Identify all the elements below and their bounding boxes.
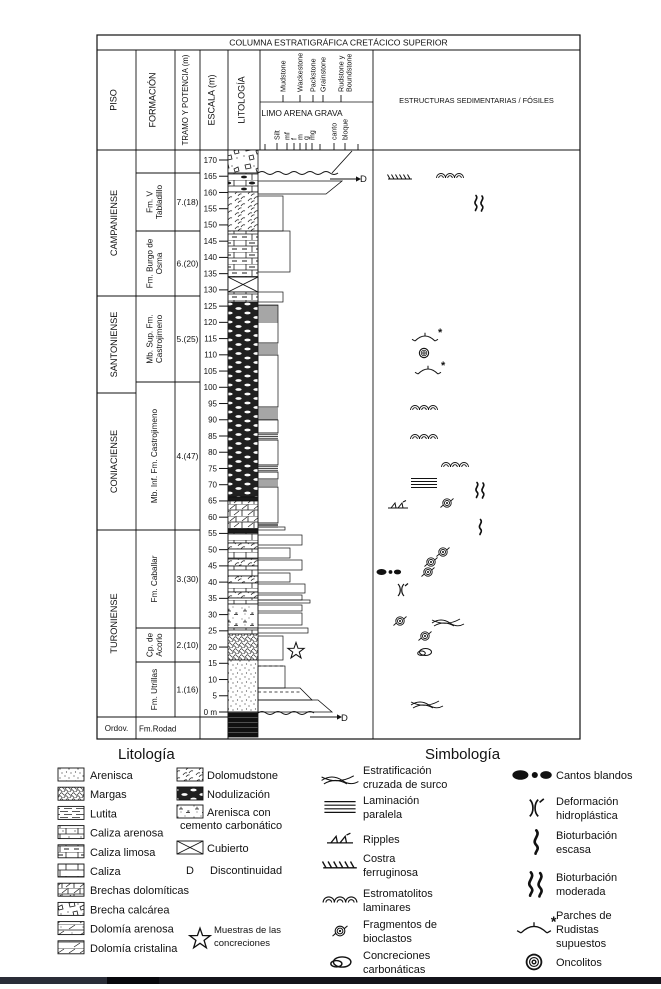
scale-label: 170 [203,155,217,165]
erosive-surface-top [258,172,338,175]
formation-label-group [145,632,164,657]
scale-label: 90 [208,415,217,425]
legend-label: ferruginosa [363,867,419,879]
leader-line [332,151,352,173]
bioturbacion-moderada-icon [476,483,484,499]
bioclastos-icon [394,617,407,626]
scale-label: 130 [203,285,217,295]
legend-label: Arenisca con [207,807,271,819]
scale-label: 160 [203,188,217,198]
legend-label: Rudistas [556,924,599,936]
legend-label: Arenisca [90,770,133,782]
ripples-icon [388,501,408,509]
stage-label: SANTONIENSE [109,311,119,378]
estromatolitos-icon [411,435,438,440]
bioclastos-icon [425,558,438,567]
profile-box [258,355,278,407]
legend-label: concreciones [214,938,270,949]
lith-unit-dolomudstone [228,192,258,231]
grain-scale-label: Silt [274,130,282,140]
scale-label: 155 [203,204,217,214]
tramo-label: 4.(47) [176,451,199,461]
carbonate-scale-label: Rudstone y [336,55,346,92]
lith-unit-dolomudstone [228,576,258,583]
lith-unit-nodulizacion [228,302,258,497]
legend-label: Concreciones [363,950,431,962]
oncolitos-icon [419,348,429,358]
legend-label: paralela [363,809,403,821]
formation-label: Mb. Inf. Fm. Castrojimeno [150,408,159,504]
lith-unit-brechas-dolomiticas [228,501,258,529]
legend-label: supuestos [556,938,607,950]
profile-box [258,535,302,545]
legend-label: Oncolitos [556,957,602,969]
x-strat-icon [411,701,443,708]
formation-label-group [150,555,159,602]
stage-label: TURONIENSE [109,593,119,654]
profile-box [258,613,302,625]
lith-unit-dark-band [228,529,258,533]
legend-rudistas-icon [517,914,557,933]
legend-label: Caliza limosa [90,846,156,859]
laminacion-icon [411,479,437,488]
legend-bioclastos-icon [333,926,348,936]
figure-title: COLUMNA ESTRATIGRÁFICA CRETÁCICO SUPERIOR [229,37,448,48]
stage-label: CONIACIENSE [109,429,119,494]
legend-label: Discontinuidad [210,865,283,877]
legend-label: Bioturbación [556,872,618,884]
scale-label: 95 [208,399,217,409]
legend-title-simbologia: Simbología [425,746,501,763]
legend-label: cruzada de surco [363,779,448,791]
profile-box [258,292,283,302]
discontinuity-label: D [360,174,367,185]
legend-label: Estratificación [363,765,432,777]
rudistas-icon [415,360,446,374]
legend-swatch-caliza-limosa [58,845,84,858]
grain-group-title: LIMO ARENA GRAVA [261,108,343,118]
legend-title-litologia: Litología [118,746,175,763]
scale-label: 15 [208,659,217,669]
bottom-bar-segment [159,977,661,984]
formation-label: Fm. V [145,191,155,213]
legend-ripples-icon [327,833,353,843]
scale-label: 30 [208,610,217,620]
estromatolitos-icon [437,174,464,179]
lith-unit-caliza-nodulos [228,173,258,192]
scale-label: 165 [203,172,217,182]
legend-label: Laminación [363,795,420,807]
concretion-sample-star-icon [288,642,304,657]
lith-unit-arenisca [228,660,258,712]
lith-unit-dark-band [228,497,258,501]
legend-swatch-dolomudstone [177,768,203,781]
legend-label: Cantos blandos [556,770,633,782]
tramo-label: 5.(25) [176,334,199,344]
profile-box [258,231,290,272]
lith-unit-caliza-limosa [228,292,258,302]
formation-label-group [150,408,159,503]
profile-taper [258,688,312,700]
legend-label: Dolomudstone [207,770,278,782]
x-strat-icon [432,619,464,626]
rudistas-icon [412,327,443,341]
col-header-piso: PISO [108,89,119,111]
legend-label: Brechas dolomíticas [90,885,190,898]
scale-label: 25 [208,626,217,636]
lith-unit-ordovicico [228,712,258,737]
scale-label: 125 [203,301,217,311]
tramo-label: 3.(30) [176,574,199,584]
legend-label: Deformación [556,796,619,808]
legend-label: Lutita [90,808,117,821]
legend-label: Brecha calcárea [90,904,170,917]
cantos-icon [377,569,402,575]
legend-label: Ripples [363,834,400,846]
legend-swatch-arenisca-cemento [177,805,203,818]
table-frame [97,35,580,739]
formation-label-group [145,314,164,363]
scale-label: 135 [203,269,217,279]
scale-label: 50 [208,545,217,555]
profile-box [258,487,278,523]
legend-oncolitos-icon [526,954,543,971]
legend-swatch-caliza-arenosa [58,826,84,839]
profile-taper [258,700,332,712]
profile-box [258,666,285,688]
legend-deformacion-icon [530,799,544,817]
lith-unit-dolomudstone [228,543,258,549]
formation-label: Fm. Utrillas [150,668,159,711]
lith-unit-margas [228,634,258,660]
legend-label: Caliza [90,866,121,878]
profile-wedge [258,181,342,194]
formation-label: Castrojimeno [154,314,164,364]
scale-label: 75 [208,464,217,474]
tramo-label: 6.(20) [176,258,199,269]
legend-label: laminares [363,902,411,914]
lith-unit-dolomudstone [228,592,258,598]
col-header-tramo: TRAMO Y POTENCIA (m) [181,54,190,146]
legend-label: carbonáticas [363,964,426,976]
legend-swatch-arenisca [58,768,84,781]
grain-scale-label: f [291,138,299,140]
legend-label: escasa [556,844,591,856]
formation-label: Fm. Burgo de [145,238,155,289]
estromatolitos-icon [442,463,469,468]
scale-label: 140 [203,253,217,263]
legend-label: Estromatolitos [363,888,433,900]
scale-label: 115 [204,334,217,344]
tramo-label: 1.(16) [176,684,199,695]
scale-label: 5 [212,691,217,701]
stage-label: Ordov. [104,724,129,733]
formation-label: Acorlo [154,633,164,657]
scale-label: 80 [208,448,217,458]
scale-label: 40 [208,577,217,587]
profile-box [258,628,308,633]
legend-label: Costra [363,853,396,865]
legend-estromatolitos-icon [323,897,357,903]
legend-label: Muestras de las [214,925,282,936]
legend-costra-icon [323,862,357,868]
profile-box [258,605,302,611]
profile-box [258,548,290,558]
scale-label: 145 [203,236,217,246]
legend-label: Parches de [556,910,612,922]
profile-box [258,527,285,530]
lith-unit-brecha-calcarea [228,150,258,173]
lith-unit-caliza [228,598,258,604]
profile-box [258,196,283,231]
bioclastos-icon [419,632,432,641]
bioturbacion-escasa-icon [479,520,481,535]
profile-box [258,560,302,570]
bioclastos-icon [437,548,450,557]
profile-box [258,600,310,603]
profile-box [258,420,278,433]
col-header-formacion: FORMACIÓN [147,72,158,128]
bottom-bar-segment [0,977,107,984]
legend-laminacion-icon [324,802,355,813]
legend-concreciones-icon [331,957,351,967]
legend-swatch-margas [58,787,84,800]
deformacion-icon [398,584,408,597]
profile-box [258,636,283,660]
formation-label: Tabladillo [154,184,164,220]
legend-label: Fragmentos de [363,919,437,931]
bioclastos-icon [422,568,435,577]
formation-label-group [145,238,164,288]
lith-unit-caliza [228,628,258,634]
col-header-escala: ESCALA (m) [206,74,217,126]
legend-swatch-brecha-calcarea [58,902,84,915]
profile-box [258,595,302,600]
legend-swatch-nodulizacion [177,787,203,800]
discontinuity-label: D [341,713,348,724]
bioclastos-icon [441,499,454,508]
legend-swatch-dolomia-cristalina [58,941,84,954]
bottom-bar-segment [107,977,159,984]
legend-label: cemento carbonático [180,820,283,832]
scale-label: 65 [208,496,217,506]
legend-swatch-lutita [58,806,84,819]
formation-label: Cp. de [145,632,155,658]
lith-unit-arenisca-cemento [228,604,258,628]
scale-label: 105 [203,366,217,376]
profile-box [258,584,305,593]
scale-label: 10 [208,675,217,685]
carbonate-scale-label: Packstone [308,58,318,92]
scale-label: 120 [203,318,217,328]
scale-label: 100 [203,383,217,393]
scale-label: 55 [208,529,217,539]
carbonate-scale-label: Wackestone [295,52,305,92]
legend-label: Nodulización [207,789,270,801]
bioturbacion-moderada-icon [475,196,483,212]
tramo-label: 7.(18) [176,197,199,207]
profile-box [258,472,278,479]
legend-bioturbacion-moderada-icon [529,872,541,896]
grain-scale-label: m [297,134,305,140]
scale-label: 70 [208,480,217,490]
legend-label: Caliza arenosa [90,827,164,840]
formation-label-group [145,184,164,219]
formation-label: Fm.Rodad [139,724,177,734]
lith-unit-caliza [228,549,258,559]
costra-icon [388,175,413,180]
legend-label: Cubierto [207,843,249,855]
legend-swatch-brechas-dolomiticas [58,883,84,896]
grain-scale-label: mf [284,132,292,140]
carbonate-scale-label: Boundstone [344,53,354,92]
scale-label: 60 [208,512,217,522]
legend-label: Dolomía cristalina [90,942,178,955]
scale-label: 35 [208,594,217,604]
scale-label: 20 [208,642,217,652]
legend-label: Dolomía arenosa [90,923,174,936]
legend-label: hidroplástica [556,810,618,822]
legend-label: Bioturbación [556,830,618,842]
col-header-estructuras: ESTRUCTURAS SEDIMENTARIAS / FÓSILES [399,96,554,105]
grain-scale-label: canto [331,122,339,140]
col-header-litologia: LITOLOGÍA [236,76,247,124]
formation-label-group [150,669,159,710]
legend-swatch-caliza [58,864,84,877]
scale-label: 150 [203,220,217,230]
concreciones-icon [418,649,432,656]
legend-label: bioclastos [363,933,412,945]
legend-cantos-icon [512,770,551,780]
scale-label: 110 [204,350,217,360]
legend-x-strat-icon [322,776,359,784]
lith-unit-caliza [228,583,258,592]
grain-scale-label: mg [309,130,317,140]
lith-unit-caliza [228,566,258,576]
legend-star-icon [190,928,211,948]
scale-label: 85 [208,431,217,441]
profile-box [258,440,278,465]
stage-label: CAMPANIENSE [109,189,119,257]
lith-unit-caliza [228,533,258,543]
legend-bioturbacion-escasa-icon [535,830,538,853]
carbonate-scale-label: Grainstone [318,56,328,92]
legend-label: moderada [556,886,606,898]
legend-swatch-dolomia-arenosa [58,922,84,935]
legend-d-symbol: D [186,865,194,877]
legend-label: Margas [90,789,127,802]
profile-box [258,305,278,343]
tramo-label: 2.(10) [176,640,199,650]
grain-scale-label: g [303,136,311,140]
profile-box [258,573,290,582]
estromatolitos-icon [411,406,438,411]
formation-label: Osma [154,252,164,275]
lith-unit-caliza-limosa [228,231,258,277]
scale-label: 45 [208,561,217,571]
formation-label: Fm. Caballar [150,555,159,603]
lith-unit-dolomudstone [228,559,258,566]
bottom-screen-bar [0,977,661,984]
scale-label: 0 m [203,707,217,717]
formation-label: Mb. Sup. Fm. [145,314,155,364]
carbonate-scale-label: Mudstone [278,60,288,92]
grain-scale-label: bloque [342,118,350,140]
